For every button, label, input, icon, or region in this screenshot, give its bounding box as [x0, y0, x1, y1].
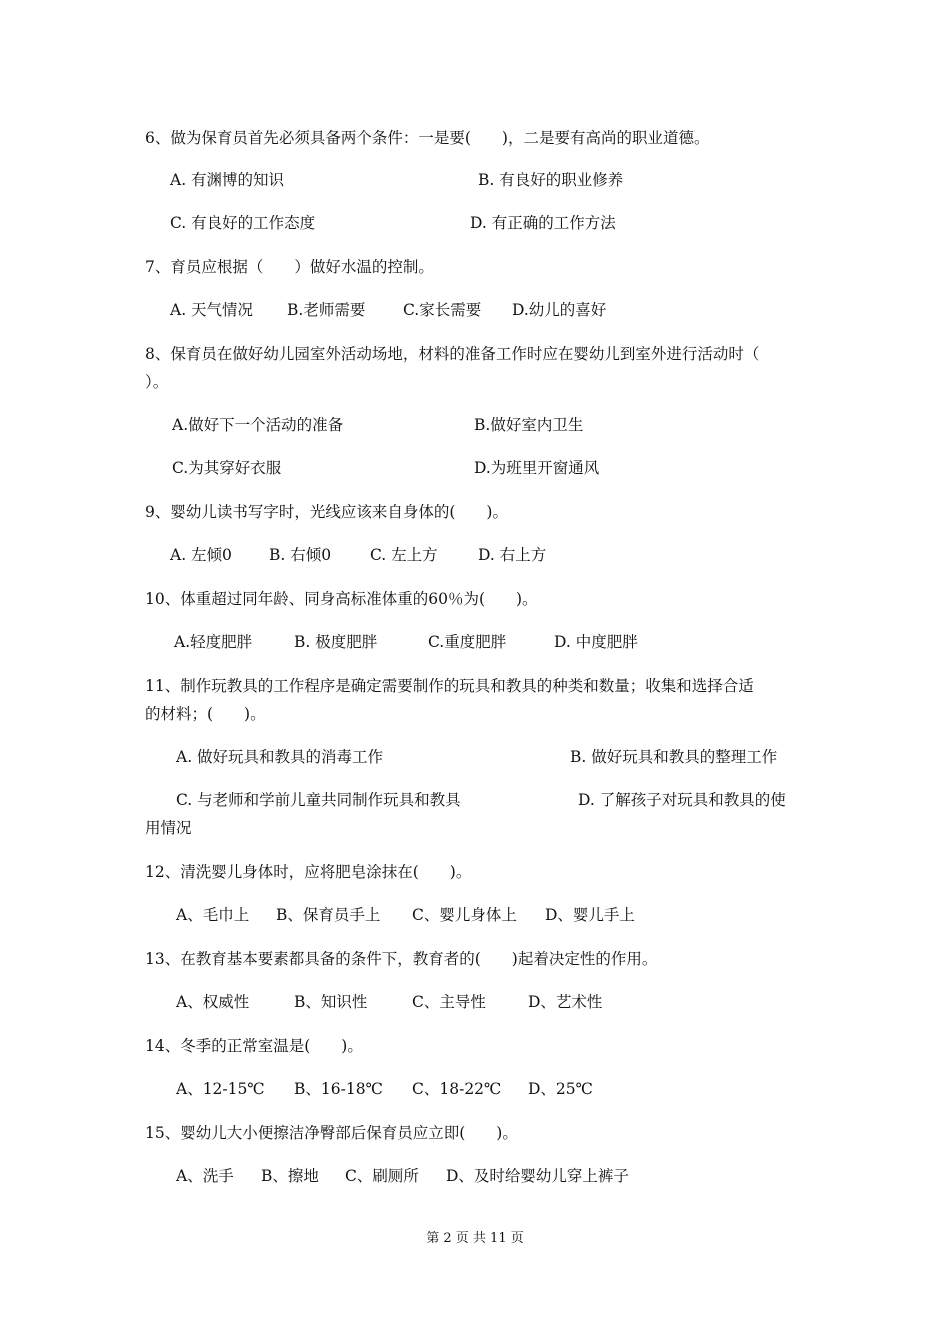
question-14-option-d: D、25℃	[528, 1080, 593, 1098]
question-9-stem: 9、婴幼儿读书写字时，光线应该来自身体的( )。	[145, 503, 508, 521]
question-8-stem: 8、保育员在做好幼儿园室外活动场地，材料的准备工作时应在婴幼儿到室外进行活动时（	[145, 345, 760, 363]
question-13-option-b: B、知识性	[294, 993, 368, 1011]
question-14-option-a: A、12-15℃	[176, 1080, 265, 1098]
question-12-option-d: D、婴儿手上	[545, 906, 635, 924]
question-15-stem: 15、婴幼儿大小便擦洁净臀部后保育员应立即( )。	[145, 1124, 518, 1142]
question-10-option-b: B. 极度肥胖	[294, 633, 378, 651]
question-15-option-d: D、及时给婴幼儿穿上裤子	[446, 1167, 629, 1185]
question-13-option-c: C、主导性	[412, 993, 486, 1011]
question-9-option-a: A. 左倾0	[170, 546, 232, 564]
question-7-option-d: D.幼儿的喜好	[512, 301, 607, 319]
question-12-option-a: A、毛巾上	[176, 906, 250, 924]
question-11-stem-cont: 的材料；( )。	[145, 705, 266, 723]
question-13-option-d: D、艺术性	[528, 993, 603, 1011]
question-8-option-b: B.做好室内卫生	[474, 416, 584, 434]
question-6-option-d: D. 有正确的工作方法	[470, 214, 616, 232]
question-14-stem: 14、冬季的正常室温是( )。	[145, 1037, 363, 1055]
question-10-option-a: A.轻度肥胖	[174, 633, 253, 651]
question-8-option-c: C.为其穿好衣服	[172, 459, 282, 477]
question-7-option-a: A. 天气情况	[170, 301, 254, 319]
question-13-option-a: A、权威性	[176, 993, 250, 1011]
question-6-option-c: C. 有良好的工作态度	[170, 214, 316, 232]
question-15-option-c: C、刷厕所	[345, 1167, 419, 1185]
question-10-option-c: C.重度肥胖	[428, 633, 507, 651]
question-9-option-b: B. 右倾0	[269, 546, 332, 564]
question-13-stem: 13、在教育基本要素都具备的条件下，教育者的( )起着决定性的作用。	[145, 950, 658, 968]
question-11-stem: 11、制作玩教具的工作程序是确定需要制作的玩具和教具的种类和数量；收集和选择合适	[145, 677, 754, 695]
question-11-option-b: B. 做好玩具和教具的整理工作	[570, 748, 778, 766]
question-8-option-a: A.做好下一个活动的准备	[172, 416, 344, 434]
page-number-footer: 第 2 页 共 11 页	[426, 1231, 524, 1246]
question-11-option-a: A. 做好玩具和教具的消毒工作	[176, 748, 384, 766]
question-12-option-b: B、保育员手上	[276, 906, 381, 924]
question-9-option-c: C. 左上方	[370, 546, 438, 564]
question-7-option-c: C.家长需要	[403, 301, 482, 319]
question-7-stem: 7、育员应根据（ ）做好水温的控制。	[145, 258, 434, 276]
question-9-option-d: D. 右上方	[478, 546, 547, 564]
question-8-stem-cont: ）。	[145, 373, 169, 391]
question-15-option-b: B、擦地	[261, 1167, 319, 1185]
question-15-option-a: A、洗手	[176, 1167, 234, 1185]
question-11-option-d-wrap: 用情况	[145, 819, 192, 837]
question-14-option-c: C、18-22℃	[412, 1080, 502, 1098]
question-8-option-d: D.为班里开窗通风	[474, 459, 600, 477]
question-10-option-d: D. 中度肥胖	[554, 633, 638, 651]
question-14-option-b: B、16-18℃	[294, 1080, 383, 1098]
question-11-option-d: D. 了解孩子对玩具和教具的使	[578, 791, 786, 809]
question-7-option-b: B.老师需要	[287, 301, 366, 319]
question-11-option-c: C. 与老师和学前儿童共同制作玩具和教具	[176, 791, 461, 809]
question-6-option-b: B. 有良好的职业修养	[478, 171, 624, 189]
question-12-stem: 12、清洗婴儿身体时，应将肥皂涂抹在( )。	[145, 863, 472, 881]
question-10-stem: 10、体重超过同年龄、同身高标准体重的60％为( )。	[145, 590, 538, 608]
question-12-option-c: C、婴儿身体上	[412, 906, 517, 924]
question-6-option-a: A. 有渊博的知识	[170, 171, 285, 189]
question-6-stem: 6、做为保育员首先必须具备两个条件：一是要( )，二是要有高尚的职业道德。	[145, 129, 710, 147]
